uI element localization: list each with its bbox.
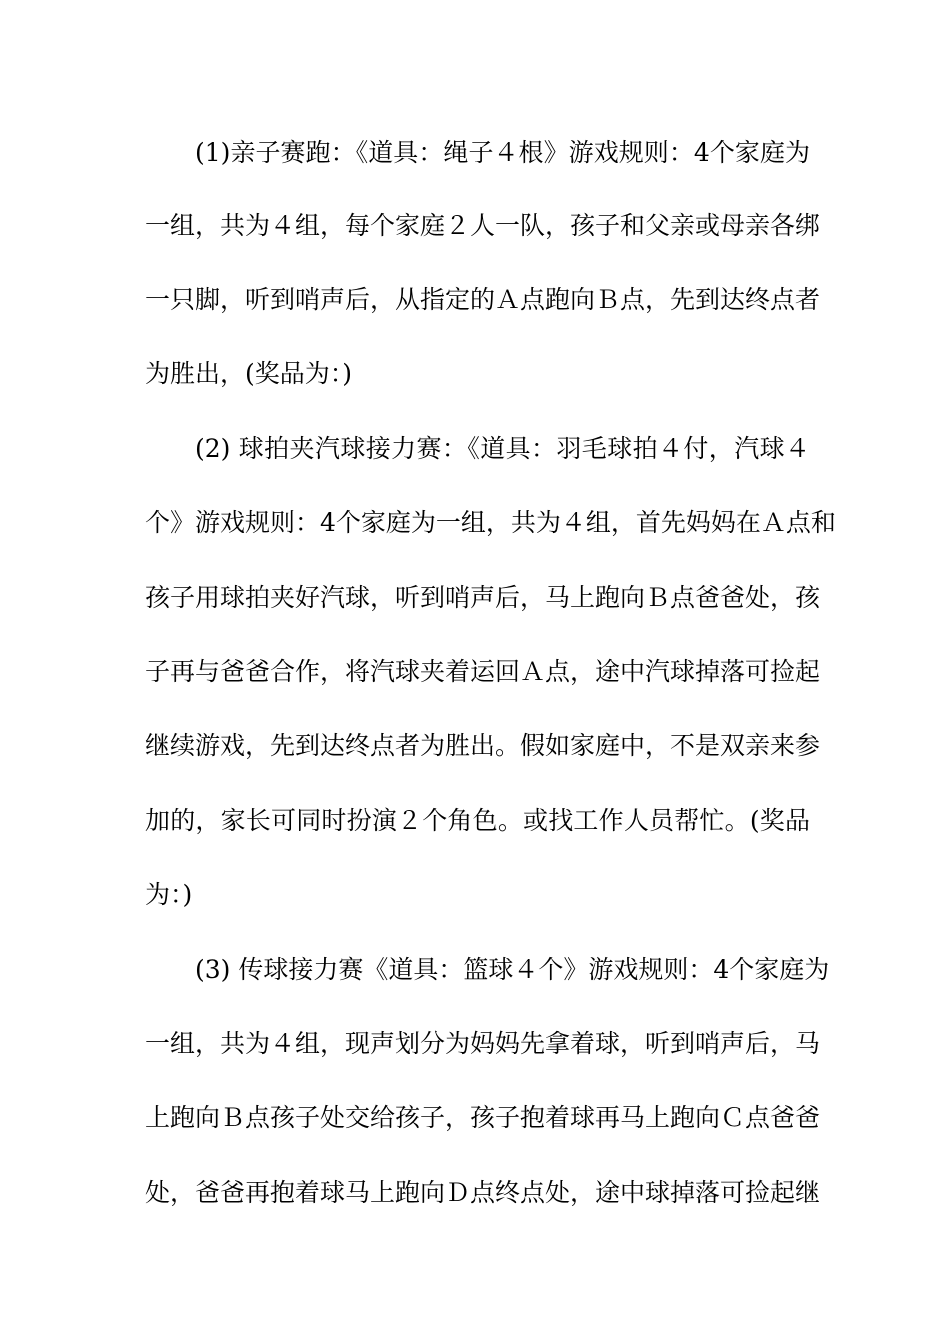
text-line: 继续游戏，先到达终点者为胜出。假如家庭中，不是双亲来参 xyxy=(145,731,821,760)
text-line: 个》游戏规则：4个家庭为一组，共为４组，首先妈妈在Ａ点和 xyxy=(145,508,836,537)
text-line: 一只脚，听到哨声后，从指定的Ａ点跑向Ｂ点，先到达终点者 xyxy=(145,285,821,314)
text-line: (3) 传球接力赛《道具：篮球４个》游戏规则：4个家庭为 xyxy=(195,955,830,984)
text-line: 处，爸爸再抱着球马上跑向Ｄ点终点处，途中球掉落可捡起继 xyxy=(145,1178,821,1207)
text-line: 加的，家长可同时扮演２个角色。或找工作人员帮忙。(奖品 xyxy=(145,806,810,835)
text-line: 为：) xyxy=(145,880,193,909)
text-line: (2) 球拍夹汽球接力赛：《道具：羽毛球拍４付，汽球４ xyxy=(195,434,810,463)
text-line: 子再与爸爸合作，将汽球夹着运回Ａ点，途中汽球掉落可捡起 xyxy=(145,657,821,686)
text-line: 一组，共为４组，现声划分为妈妈先拿着球，听到哨声后，马 xyxy=(145,1029,821,1058)
text-line: (1)亲子赛跑：《道具：绳子４根》游戏规则：4个家庭为 xyxy=(195,138,810,167)
text-line: 上跑向Ｂ点孩子处交给孩子，孩子抱着球再马上跑向Ｃ点爸爸 xyxy=(145,1103,821,1132)
text-line: 一组，共为４组，每个家庭２人一队，孩子和父亲或母亲各绑 xyxy=(145,211,821,240)
text-line: 孩子用球拍夹好汽球，听到哨声后，马上跑向Ｂ点爸爸处，孩 xyxy=(145,583,821,612)
text-line: 为胜出，(奖品为：) xyxy=(145,359,353,388)
